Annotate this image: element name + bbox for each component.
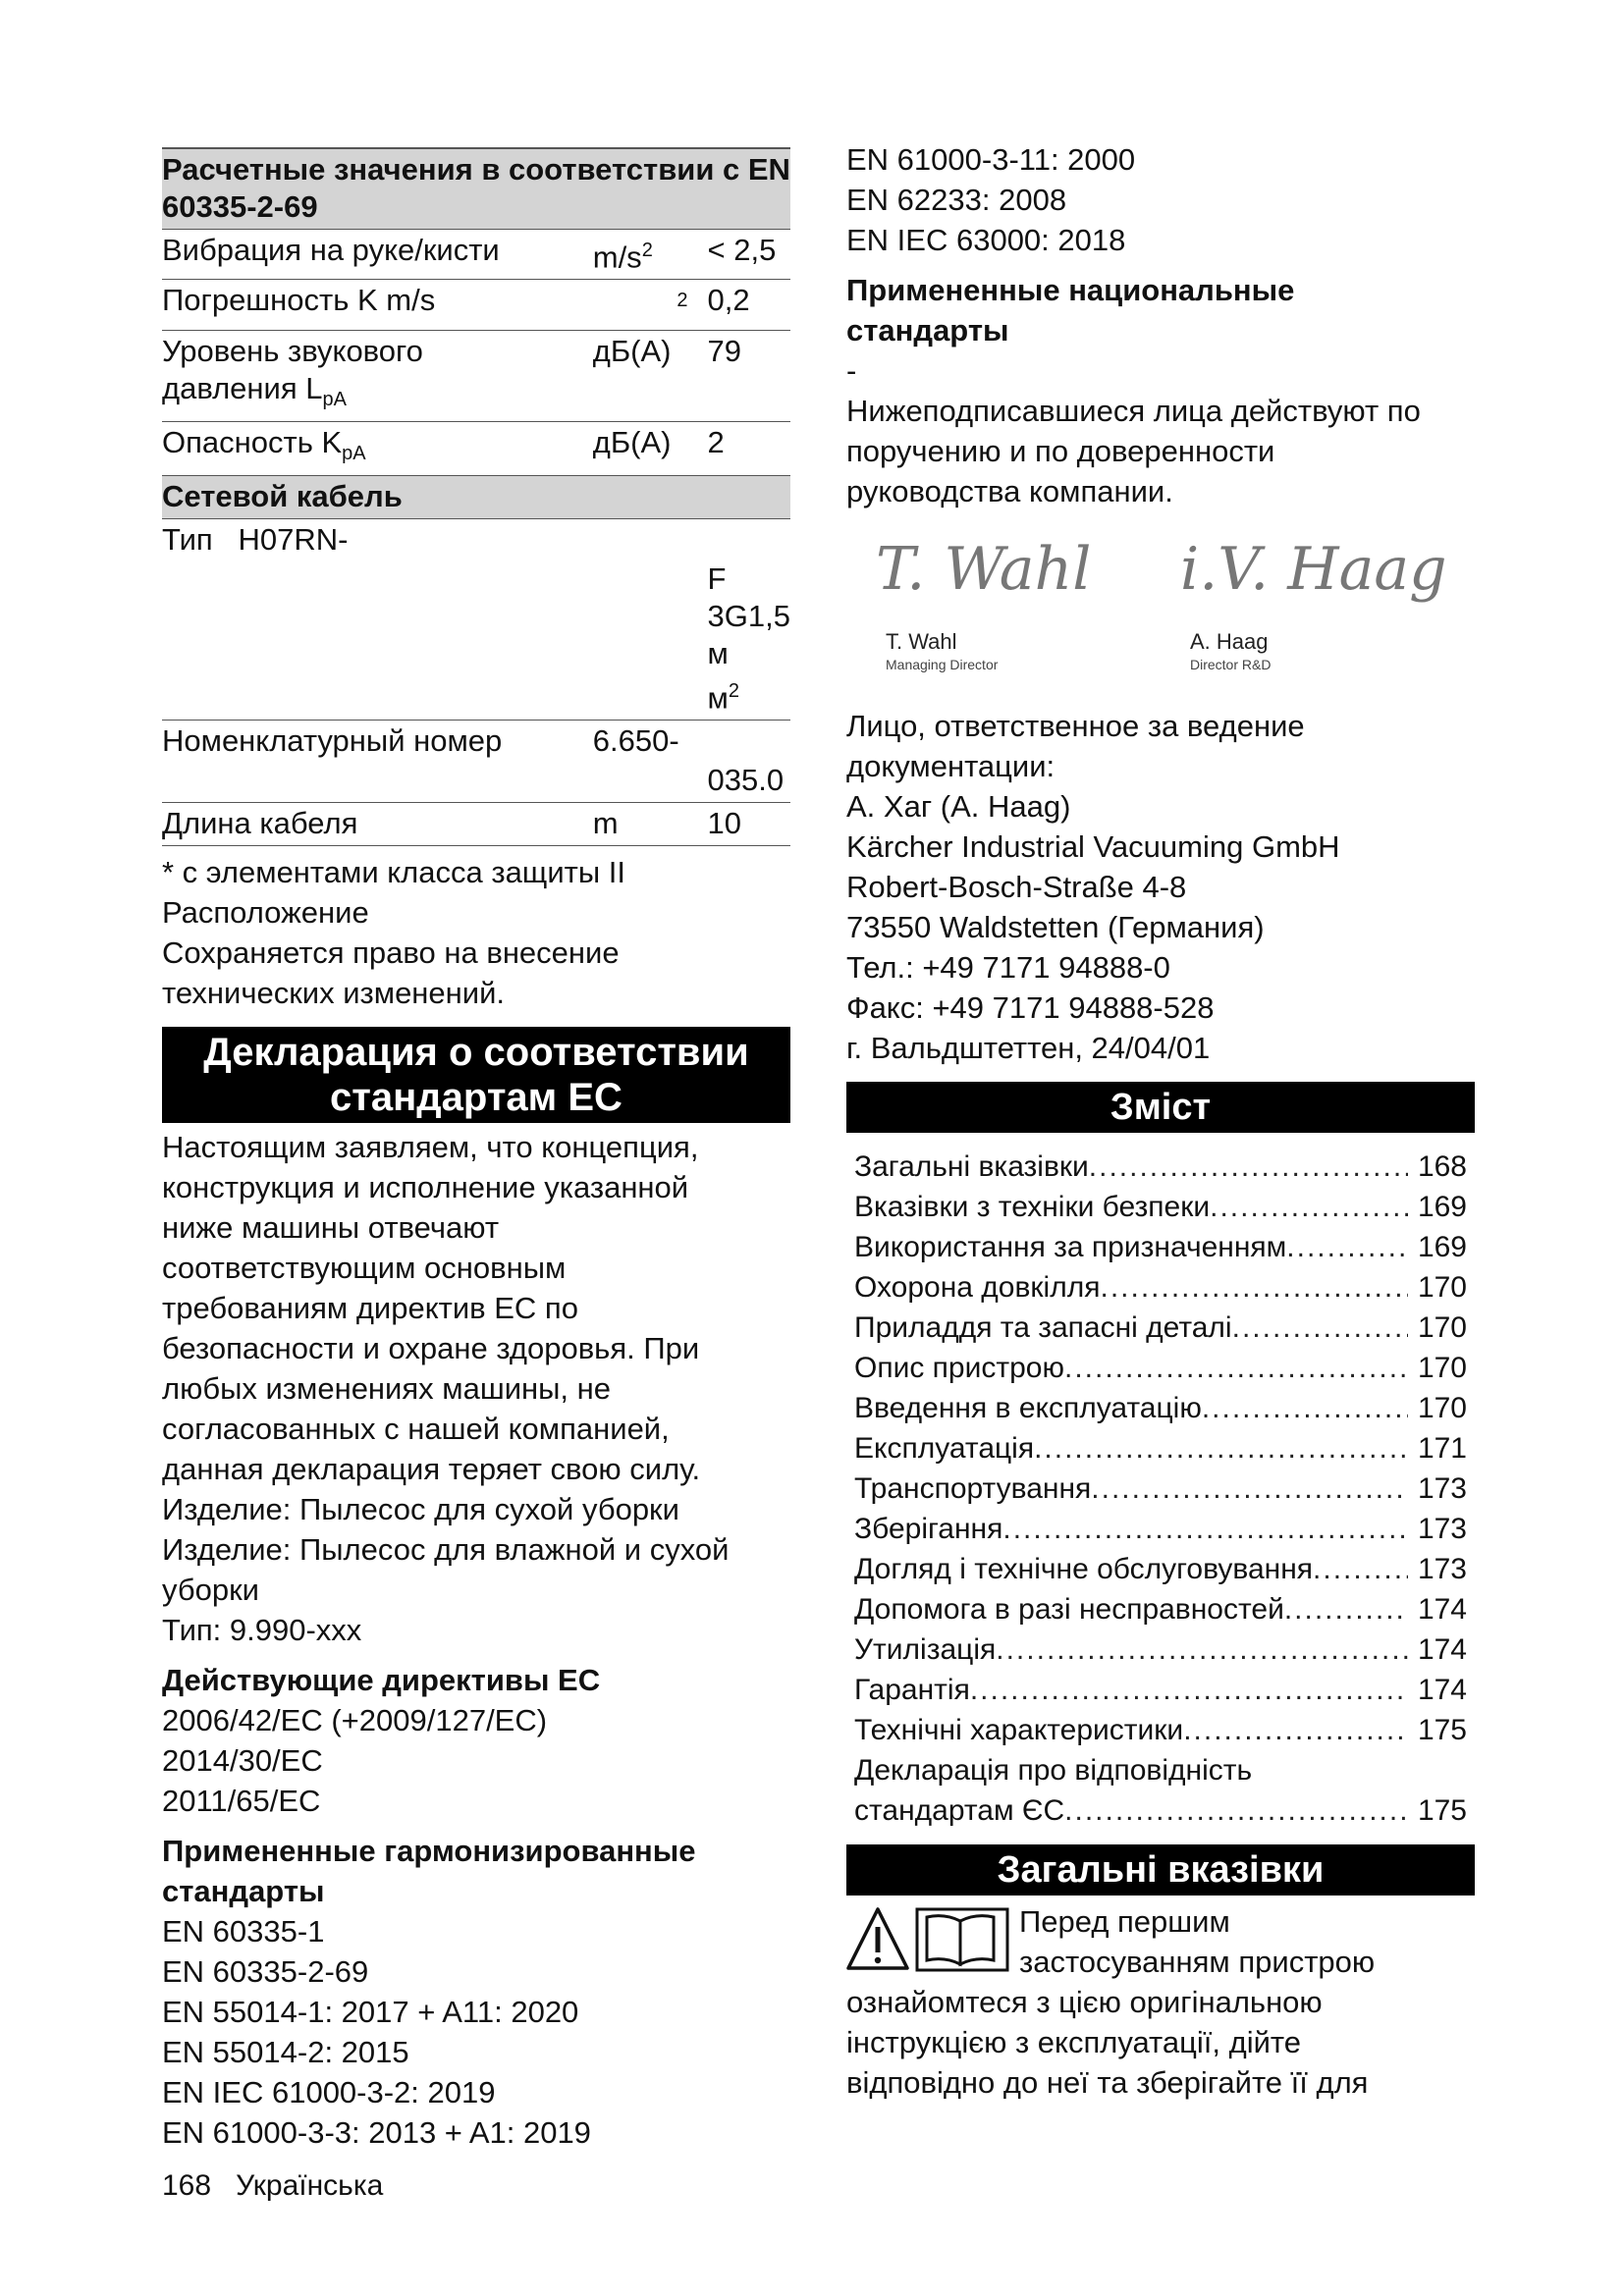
cable-header: Сетевой кабель <box>162 476 790 519</box>
danger-unit: дБ(А) <box>592 424 672 459</box>
spec-row-part-no <box>162 721 790 803</box>
signers-text-line: Нижеподписавшиеся лица действуют по <box>846 394 1421 428</box>
signature-wahl: T. Wahl <box>876 535 1092 604</box>
sound-value: 79 <box>707 333 742 368</box>
part-no-unit: 6.650- <box>592 723 679 759</box>
declaration-line: требованиям директив ЕС по <box>162 1291 578 1326</box>
spec-row-sound <box>162 330 790 421</box>
responsible-line: 73550 Waldstetten (Германия) <box>846 910 1265 944</box>
declaration-line: Тип: 9.990-xxx <box>162 1613 362 1648</box>
uncertainty-label: Погрешность K m/s <box>162 283 436 318</box>
responsible-line: Robert-Bosch-Straße 4-8 <box>846 870 1187 904</box>
spec-header-row <box>162 148 790 230</box>
toc-item[interactable]: Приладдя та запасні деталі ..... 170 <box>854 1308 1467 1348</box>
page-footer <box>162 2169 383 2203</box>
general-line: відповідно до неї та зберігайте її для <box>846 2065 1369 2100</box>
general-section <box>846 1901 1475 2103</box>
responsible-line: Лицо, ответственное за ведение <box>846 709 1305 743</box>
cable-header-row <box>162 476 790 519</box>
declaration-line: Настоящим заявляем, что концепция, <box>162 1130 699 1165</box>
toc-item[interactable]: Опис пристрою ..... 170 <box>854 1348 1467 1388</box>
toc-item[interactable]: Загальні вказівки ..... 168 <box>854 1147 1467 1187</box>
responsible-line: А. Хаг (A. Haag) <box>846 789 1071 824</box>
harmonized-heading: Примененные гармонизированные стандарты <box>162 1834 696 1909</box>
general-line: ознайомтеся з цією оригінальною <box>846 1985 1323 2019</box>
vibration-label: Вибрация на руке/кисти <box>162 233 500 267</box>
toc-item[interactable]: Догляд і технічне обслуговування ..... 173 <box>854 1549 1467 1589</box>
harmonized-item: EN 60335-1 <box>162 1914 325 1949</box>
responsible-line: Kärcher Industrial Vacuuming GmbH <box>846 829 1340 864</box>
part-no-value: 035.0 <box>707 763 785 798</box>
harmonized-item: EN 55014-1: 2017 + A11: 2020 <box>162 1995 579 2030</box>
length-label: Длина кабеля <box>162 806 358 841</box>
toc-list <box>846 1147 1475 1831</box>
danger-value: 2 <box>707 424 725 459</box>
declaration-title-line1: Декларация о соответствии <box>203 1031 749 1075</box>
declaration-line: уборки <box>162 1573 259 1608</box>
declaration-line: Изделие: Пылесос для сухой уборки <box>162 1492 679 1527</box>
standard-item: EN 62233: 2008 <box>846 183 1067 217</box>
general-banner: Загальні вказівки <box>846 1844 1475 1896</box>
toc-item-declaration-title[interactable]: Декларація про відповідність <box>854 1754 1253 1787</box>
left-column <box>162 147 790 2153</box>
national-value: - <box>846 353 857 388</box>
warning-triangle-icon <box>846 1905 1011 1974</box>
page-number: 168 <box>162 2169 212 2202</box>
harmonized-item: EN 55014-2: 2015 <box>162 2035 409 2070</box>
signers-text-line: руководства компании. <box>846 474 1173 508</box>
harmonized-item: EN 60335-2-69 <box>162 1954 369 1990</box>
spec-row-danger <box>162 421 790 475</box>
note-line: Расположение <box>162 895 369 931</box>
toc-item[interactable]: Експлуатація ..... 171 <box>854 1428 1467 1468</box>
signers-text-line: поручению и по доверенности <box>846 434 1275 468</box>
toc-item[interactable]: Утилізація ..... 174 <box>854 1629 1467 1670</box>
toc-item[interactable]: Зберігання ..... 173 <box>854 1509 1467 1549</box>
declaration-line: безопасности и охране здоровья. При <box>162 1331 700 1366</box>
toc-banner: Зміст <box>846 1082 1475 1133</box>
responsible-line: документации: <box>846 749 1056 783</box>
vibration-unit: $m/s^2$ <box>592 240 653 275</box>
responsible-block <box>846 706 1475 1068</box>
length-value: 10 <box>707 806 742 841</box>
signature-block <box>846 535 1475 702</box>
declaration-line: Изделие: Пылесос для влажной и сухой <box>162 1532 730 1568</box>
standard-item: EN IEC 63000: 2018 <box>846 223 1126 257</box>
responsible-line: Тел.: +49 7171 94888-0 <box>846 950 1170 985</box>
toc-item[interactable]: Охорона довкілля ..... 170 <box>854 1267 1467 1308</box>
spec-row-length <box>162 803 790 846</box>
toc-item[interactable]: Вказівки з техніки безпеки ..... 169 <box>854 1187 1467 1227</box>
declaration-banner <box>162 1027 790 1123</box>
toc-item[interactable]: Допомога в разі несправностей ..... 174 <box>854 1589 1467 1629</box>
manual-book-icon <box>917 1909 1007 1970</box>
signer-role-haag: Director R&D <box>1190 657 1272 672</box>
general-line: Перед першим <box>1019 1904 1230 1939</box>
toc-item[interactable]: Використання за призначенням ..... 169 <box>854 1227 1467 1267</box>
footer-language: Українська <box>236 2169 384 2202</box>
right-column <box>846 139 1475 2103</box>
declaration-line: согласованных с нашей компанией, <box>162 1412 670 1447</box>
warning-icons <box>846 1905 1011 1974</box>
toc-item[interactable]: Транспортування ..... 173 <box>854 1468 1467 1509</box>
part-no-label: Номенклатурный номер <box>162 723 503 759</box>
type-label: Тип H07RN- <box>162 522 349 558</box>
signer-name-wahl: T. Wahl <box>886 629 957 654</box>
responsible-line: г. Вальдштеттен, 24/04/01 <box>846 1031 1211 1065</box>
sound-label: Уровень звукового давления $L_{pA}$ <box>162 333 423 410</box>
national-heading: Примененные национальные стандарты <box>846 273 1295 347</box>
harmonized-item: EN 61000-3-3: 2013 + A1: 2019 <box>162 2115 591 2151</box>
note-line: Сохраняется право на внесение <box>162 935 620 971</box>
type-value: F 3G1,5 м $м^2$ <box>707 561 790 716</box>
standard-item: EN 61000-3-11: 2000 <box>846 142 1136 177</box>
spec-row-vibration <box>162 230 790 280</box>
declaration-line: соответствующим основным <box>162 1251 567 1286</box>
spec-table <box>162 147 790 846</box>
general-line: застосуванням пристрою <box>1019 1945 1376 1979</box>
danger-label: Опасность $K_{pA}$ <box>162 424 366 465</box>
harmonized-item: EN IEC 61000-3-2: 2019 <box>162 2075 496 2110</box>
toc-item[interactable]: Технічні характеристики ..... 175 <box>854 1710 1467 1750</box>
uncertainty-value: 0,2 <box>707 283 750 318</box>
sound-unit: дБ(А) <box>592 333 672 368</box>
directives-heading: Действующие директивы ЕС <box>162 1663 601 1698</box>
vibration-value: < 2,5 <box>707 233 777 267</box>
signer-role-wahl: Managing Director <box>886 657 999 672</box>
declaration-title-line2: стандартам ЕС <box>330 1076 623 1120</box>
declaration-line: ниже машины отвечают <box>162 1210 500 1246</box>
declaration-line: конструкция и исполнение указанной <box>162 1170 689 1205</box>
directive-item: 2011/65/EC <box>162 1784 321 1819</box>
spec-row-type <box>162 519 790 721</box>
uncertainty-sup: 2 <box>677 290 688 312</box>
declaration-line: любых изменениях машины, не <box>162 1371 611 1407</box>
note-line: технических изменений. <box>162 976 506 1011</box>
note-line: * с элементами класса защиты II <box>162 855 625 890</box>
signer-name-haag: A. Haag <box>1190 629 1269 654</box>
toc-item-declaration[interactable]: стандартам ЄС ..... 175 <box>854 1790 1467 1831</box>
declaration-body <box>162 1127 790 1650</box>
length-unit: m <box>592 806 619 841</box>
directive-item: 2014/30/EC <box>162 1743 323 1779</box>
toc-item[interactable]: Гарантія ..... 174 <box>854 1670 1467 1710</box>
spec-notes <box>162 852 790 1013</box>
signature-haag: i.V. Haag <box>1180 535 1447 604</box>
directive-item: 2006/42/EC (+2009/127/EC) <box>162 1703 548 1738</box>
responsible-line: Факс: +49 7171 94888-528 <box>846 990 1215 1025</box>
toc-item[interactable]: Введення в експлуатацію ..... 170 <box>854 1388 1467 1428</box>
general-line: інструкцією з експлуатації, дійте <box>846 2025 1302 2059</box>
spec-header: Расчетные значения в соответствии с EN 60335-2-69 <box>162 148 790 230</box>
declaration-line: данная декларация теряет свою силу. <box>162 1452 701 1487</box>
spec-row-uncertainty <box>162 280 790 330</box>
